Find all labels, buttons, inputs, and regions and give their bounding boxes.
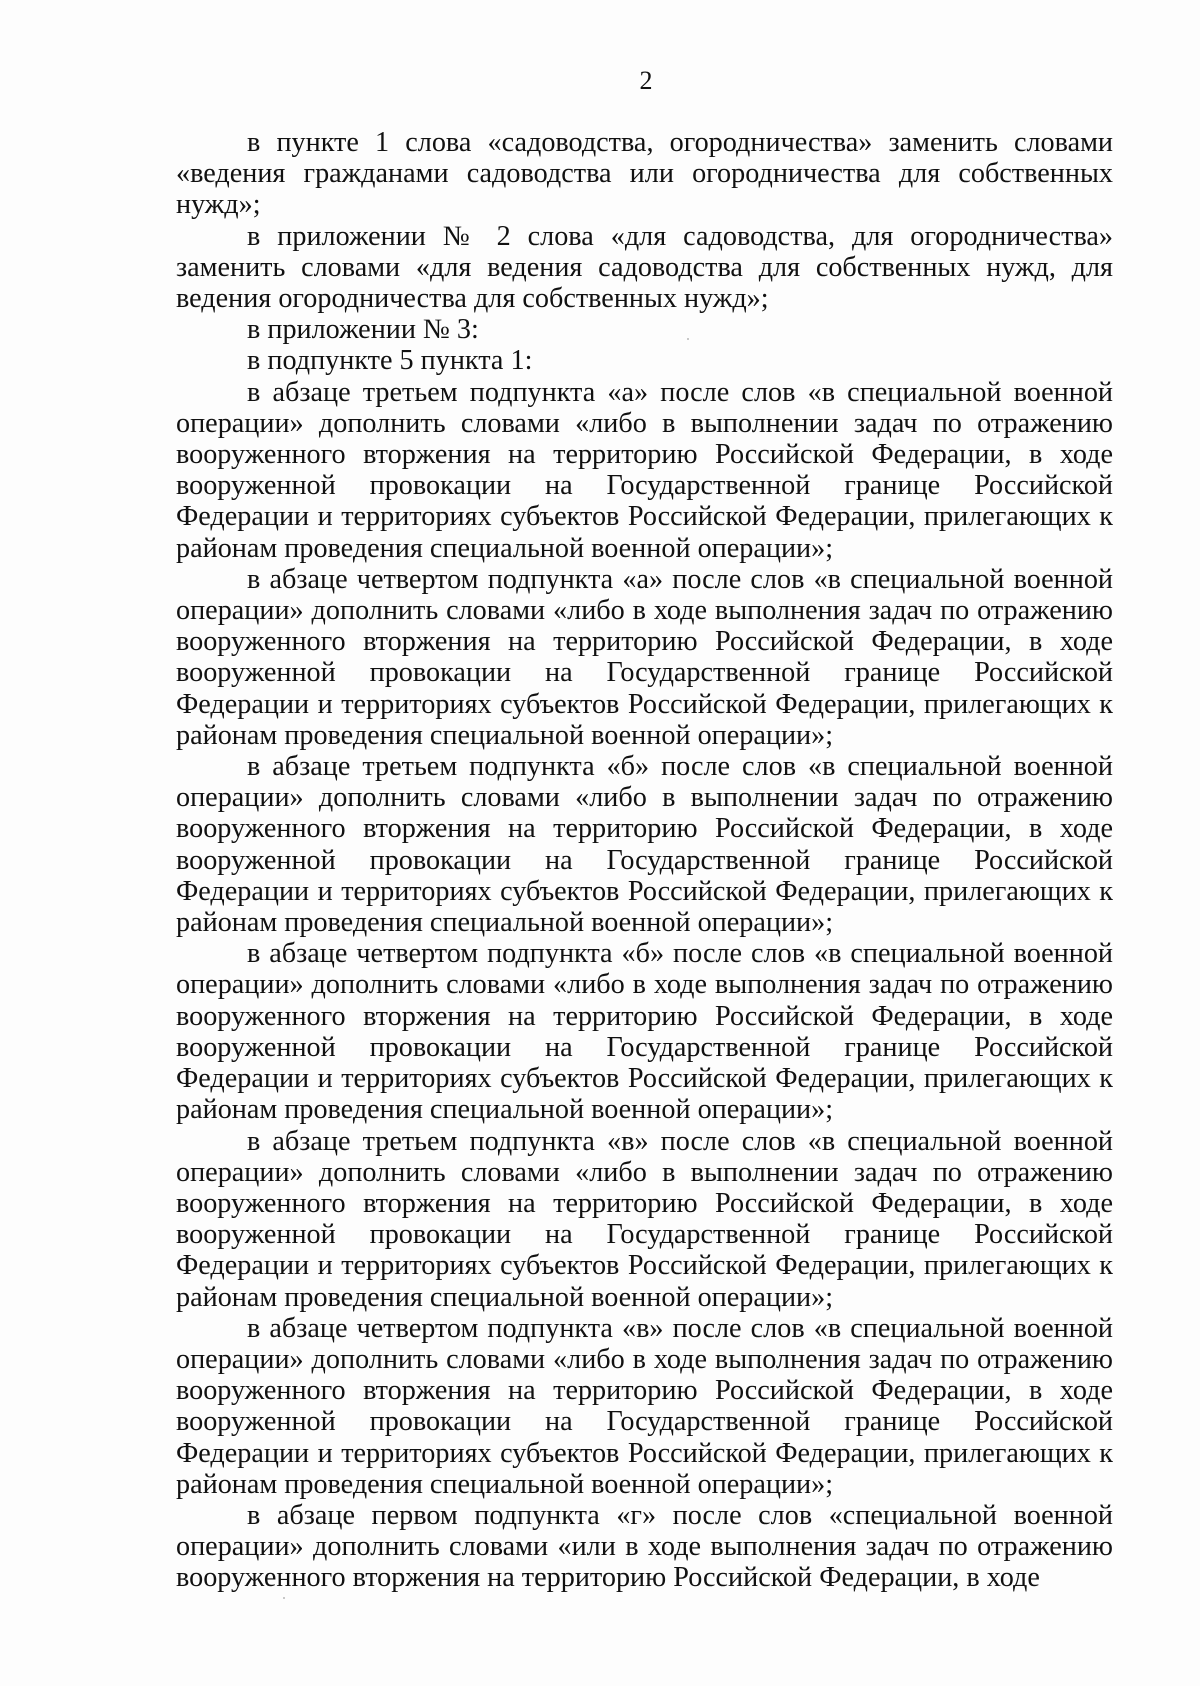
paragraph-8: в абзаце четвертом подпункта «б» после слов «в специальной военной операции» дополнить словами «либо в ходе выполнения задач по отражению вооруженного вторжения на территорию Российской Федерации, в ходе вооруженной провокации на Государственной границе Российской Федерации и территориях субъектов Российской Федерации, прилегающих к районам проведения специальной военной операции»; — [176, 938, 1113, 1126]
scan-speck — [283, 1597, 285, 1599]
paragraph-6: в абзаце четвертом подпункта «а» после слов «в специальной военной операции» дополнить словами «либо в ходе выполнения задач по отражению вооруженного вторжения на территорию Российской Федерации, в ходе вооруженной провокации на Государственной границе Российской Федерации и территориях субъектов Российской Федерации, прилегающих к районам проведения специальной военной операции»; — [176, 563, 1113, 751]
paragraph-3: в приложении № 3: — [247, 314, 479, 346]
page-number: 2 — [639, 66, 653, 95]
paragraph-1: в пункте 1 слова «садоводства, огородничества» заменить словами «ведения гражданами садоводства или огородничества для собственных нужд»; — [176, 127, 1113, 221]
paragraph-4: в подпункте 5 пункта 1: — [247, 345, 533, 377]
paragraph-10: в абзаце четвертом подпункта «в» после слов «в специальной военной операции» дополнить словами «либо в ходе выполнения задач по отражению вооруженного вторжения на территорию Российской Федерации, в ходе вооруженной провокации на Государственной границе Российской Федерации и территориях субъектов Российской Федерации, прилегающих к районам проведения специальной военной операции»; — [176, 1312, 1113, 1500]
paragraph-5: в абзаце третьем подпункта «а» после слов «в специальной военной операции» дополнить словами «либо в выполнении задач по отражению вооруженного вторжения на территорию Российской Федерации, в ходе вооруженной провокации на Государственной границе Российской Федерации и территориях субъектов Российской Федерации, прилегающих к районам проведения специальной военной операции»; — [176, 376, 1113, 564]
paragraph-11: в абзаце первом подпункта «г» после слов «специальной военной операции» дополнить словами «или в ходе выполнения задач по отражению вооруженного вторжения на территорию Российской Федерации, в ходе — [176, 1499, 1113, 1594]
document-body — [176, 127, 1113, 1594]
paragraph-2: в приложении № 2 слова «для садоводства, для огородничества» заменить словами «для ведения садоводства для собственных нужд, для ведения огородничества для собственных нужд»; — [176, 220, 1113, 315]
scan-speck — [687, 338, 689, 340]
paragraph-9: в абзаце третьем подпункта «в» после слов «в специальной военной операции» дополнить словами «либо в выполнении задач по отражению вооруженного вторжения на территорию Российской Федерации, в ходе вооруженной провокации на Государственной границе Российской Федерации и территориях субъектов Российской Федерации, прилегающих к районам проведения специальной военной операции»; — [176, 1125, 1113, 1313]
paragraph-7: в абзаце третьем подпункта «б» после слов «в специальной военной операции» дополнить словами «либо в выполнении задач по отражению вооруженного вторжения на территорию Российской Федерации, в ходе вооруженной провокации на Государственной границе Российской Федерации и территориях субъектов Российской Федерации, прилегающих к районам проведения специальной военной операции»; — [176, 751, 1113, 939]
